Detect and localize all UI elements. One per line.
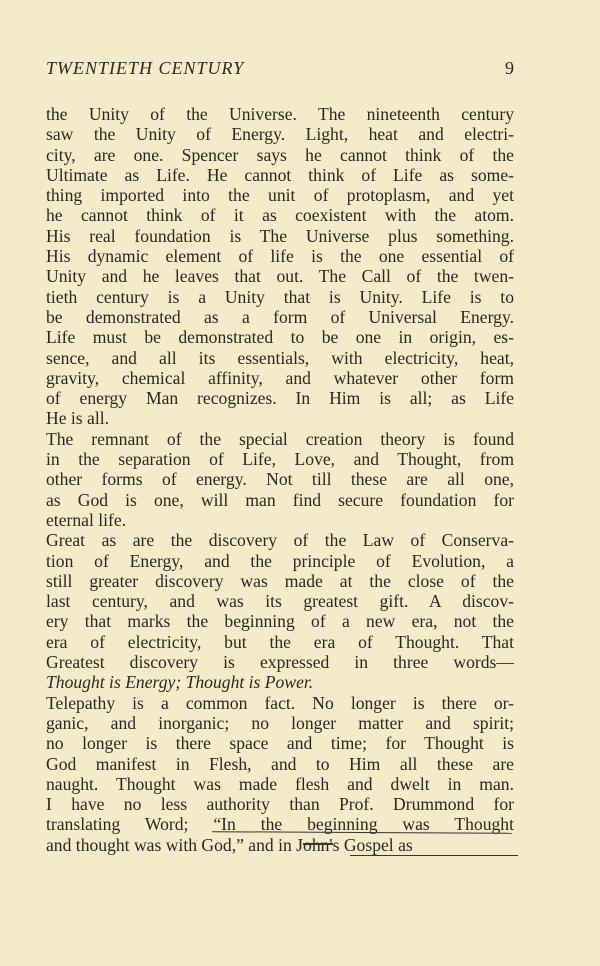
text-line: ery that marks the beginning of a new era, not the: [46, 611, 514, 632]
text-line: Life must be demonstrated to be one in origin, es-: [46, 327, 514, 348]
text-line: Unity and he leaves that out. The Call of the twen-: [46, 266, 514, 287]
text-line: God manifest in Flesh, and to Him all these are: [46, 753, 514, 774]
text-line: and thought was with God,” and in John's Gospel as: [46, 834, 413, 855]
text-line: of energy Man recognizes. In Him is all; as Life: [46, 388, 514, 409]
text-line: the Unity of the Universe. The nineteenth century: [46, 104, 514, 124]
text-line: His real foundation is The Universe plus something.: [46, 225, 514, 246]
text-line: He is all.: [46, 408, 110, 429]
text-line: I have no less authority than Prof. Drummond for: [46, 794, 514, 815]
text-line: as God is one, will man find secure foundation for: [46, 489, 514, 510]
text-line: era of electricity, but the era of Thought. That: [46, 631, 514, 652]
text-line: Thought is Energy; Thought is Power.: [46, 672, 314, 693]
page-number: 9: [505, 58, 514, 78]
text-line: Greatest discovery is expressed in three words—: [46, 652, 514, 673]
text-line: city, are one. Spencer says he cannot think of the: [46, 144, 514, 165]
text-line: translating Word; “In the beginning was Thought: [46, 814, 514, 835]
text-line: other forms of energy. Not till these are all one,: [46, 469, 514, 490]
page-header: [46, 58, 514, 82]
pencil-strikethrough: [303, 843, 333, 845]
text-line: still greater discovery was made at the close of the: [46, 570, 514, 591]
running-title: TWENTIETH CENTURY: [46, 58, 245, 78]
text-line: he cannot think of it as coexistent with the atom.: [46, 205, 514, 226]
pencil-underline: [350, 855, 518, 856]
text-line: gravity, chemical affinity, and whatever other form: [46, 367, 514, 388]
text-line: eternal life.: [46, 509, 127, 530]
text-line: tieth century is a Unity that is Unity. Life is to: [46, 286, 514, 307]
text-line: His dynamic element of life is the one essential of: [46, 246, 514, 267]
text-line: in the separation of Life, Love, and Thought, from: [46, 449, 514, 470]
text-line: sence, and all its essentials, with electricity, heat,: [46, 347, 514, 368]
text-line: be demonstrated as a form of Universal Energy.: [46, 306, 514, 327]
text-line: no longer is there space and time; for Thought is: [46, 733, 514, 754]
text-line: ganic, and inorganic; no longer matter and spirit;: [46, 712, 514, 733]
text-line: saw the Unity of Energy. Light, heat and electri-: [46, 124, 514, 145]
text-line: thing imported into the unit of protoplasm, and yet: [46, 185, 514, 206]
body-text: [46, 104, 514, 855]
text-line: Great as are the discovery of the Law of Conserva-: [46, 530, 514, 551]
text-line: Telepathy is a common fact. No longer is there or-: [46, 692, 514, 713]
text-line: The remnant of the special creation theory is found: [46, 428, 514, 449]
text-line: tion of Energy, and the principle of Evolution, a: [46, 550, 514, 571]
text-line: naught. Thought was made flesh and dwelt in man.: [46, 773, 514, 794]
text-line: Ultimate as Life. He cannot think of Life as some-: [46, 164, 514, 185]
text-line: last century, and was its greatest gift. A discov-: [46, 591, 514, 612]
